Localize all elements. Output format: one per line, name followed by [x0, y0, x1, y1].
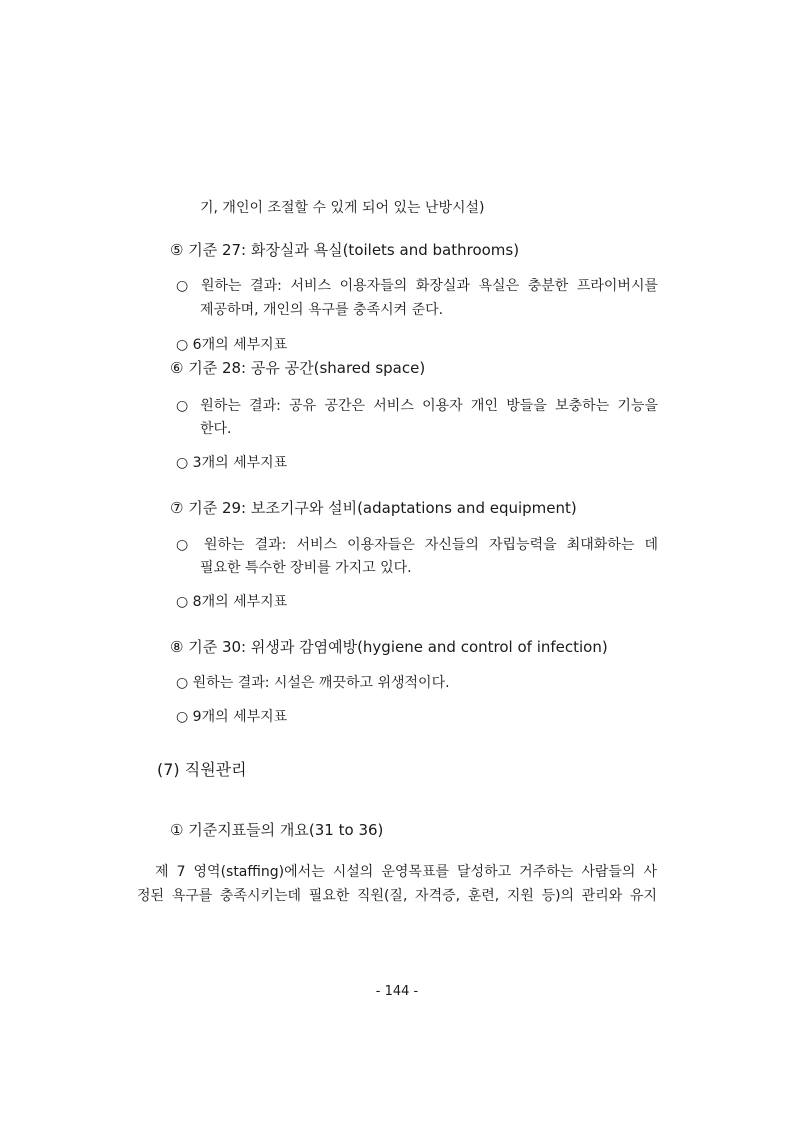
standard-27-heading: ⑤ 기준 27: 화장실과 욕실(toilets and bathrooms) [170, 241, 520, 259]
standard-28-outcome-cont: 한다. [200, 421, 232, 437]
standard-29-outcome-cont: 필요한 특수한 장비를 가지고 있다. [200, 560, 412, 576]
standard-30-heading: ⑧ 기준 30: 위생과 감염예방(hygiene and control of infection) [170, 638, 608, 656]
standard-28-heading: ⑥ 기준 28: 공유 공간(shared space) [170, 359, 426, 377]
standard-28-indicators: ○ 3개의 세부지표 [176, 455, 288, 471]
body-paragraph-line-2: 정된 욕구를 충족시키는데 필요한 직원(질, 자격증, 훈련, 지원 등)의 관리와 유지 [137, 888, 657, 904]
overview-heading: ① 기준지표들의 개요(31 to 36) [170, 821, 384, 839]
page-number: - 144 - [375, 984, 419, 999]
standard-30-indicators: ○ 9개의 세부지표 [176, 709, 288, 725]
standard-27-outcome-cont: 제공하며, 개인의 욕구를 충족시켜 준다. [200, 302, 444, 318]
body-paragraph-line-1: 제 7 영역(staffing)에서는 시설의 운영목표를 달성하고 거주하는 사람들의 사 [155, 864, 657, 880]
standard-30-outcome: ○ 원하는 결과: 시설은 깨끗하고 위생적이다. [176, 675, 450, 691]
standard-29-heading: ⑦ 기준 29: 보조기구와 설비(adaptations and equipment) [170, 499, 577, 517]
standard-27-outcome: ○ 원하는 결과: 서비스 이용자들의 화장실과 욕실은 충분한 프라이버시를 [176, 278, 658, 294]
standard-29-indicators: ○ 8개의 세부지표 [176, 594, 288, 610]
continuation-line: 기, 개인이 조절할 수 있게 되어 있는 난방시설) [200, 200, 485, 216]
standard-28-outcome: ○ 원하는 결과: 공유 공간은 서비스 이용자 개인 방들을 보충하는 기능을 [176, 398, 658, 414]
section-7-title: (7) 직원관리 [157, 760, 247, 779]
standard-29-outcome: ○ 원하는 결과: 서비스 이용자들은 자신들의 자립능력을 최대화하는 데 [176, 537, 658, 553]
standard-27-indicators: ○ 6개의 세부지표 [176, 337, 288, 353]
